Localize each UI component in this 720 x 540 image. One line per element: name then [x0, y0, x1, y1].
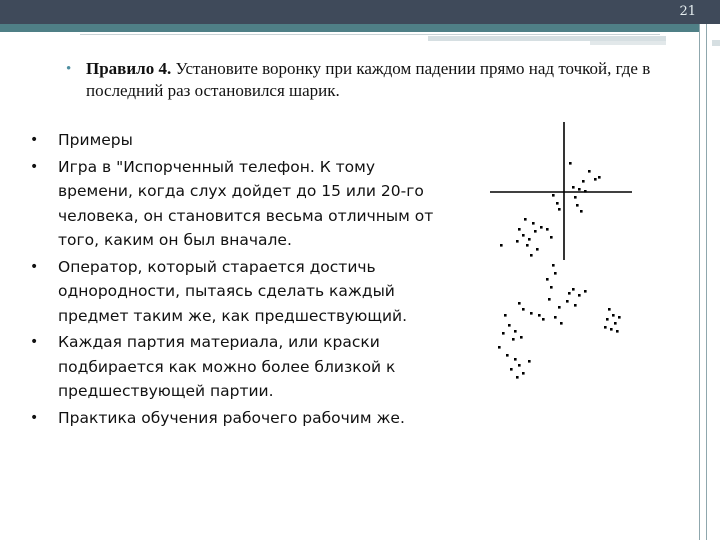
- scatter-dot: [552, 194, 555, 197]
- divider-line: [80, 34, 660, 35]
- scatter-dot: [536, 248, 539, 251]
- scatter-dot: [584, 190, 587, 193]
- bullet: •: [30, 334, 39, 350]
- scatter-dot: [516, 376, 519, 379]
- examples-list: [30, 128, 450, 432]
- scatter-dot: [518, 302, 521, 305]
- slide-number: 21: [679, 4, 696, 19]
- scatter-dot: [550, 236, 553, 239]
- scatter-dot: [552, 264, 555, 267]
- list-item-text: Примеры: [58, 131, 133, 149]
- funnel-scatter-figure: [488, 118, 638, 388]
- scatter-dot: [568, 292, 571, 295]
- list-item: [30, 406, 450, 431]
- scatter-dot: [522, 308, 525, 311]
- bullet: •: [30, 132, 39, 148]
- scatter-dot: [618, 316, 621, 319]
- scatter-dot: [520, 336, 523, 339]
- scatter-dot: [518, 228, 521, 231]
- scatter-dot: [542, 318, 545, 321]
- scatter-dot: [560, 322, 563, 325]
- accent-strip-small: [590, 41, 666, 45]
- scatter-dot: [540, 226, 543, 229]
- header-bar: [0, 0, 720, 24]
- scatter-dot: [572, 288, 575, 291]
- scatter-dot: [574, 196, 577, 199]
- scatter-dot: [516, 240, 519, 243]
- scatter-dot: [512, 338, 515, 341]
- scatter-dot: [598, 176, 601, 179]
- scatter-dot: [530, 254, 533, 257]
- scatter-dot: [616, 330, 619, 333]
- scatter-dot: [566, 300, 569, 303]
- scatter-dot: [524, 218, 527, 221]
- scatter-dot: [612, 314, 615, 317]
- scatter-dot: [588, 170, 591, 173]
- scatter-dot: [528, 238, 531, 241]
- scatter-dot: [569, 162, 572, 165]
- accent-bar: [0, 24, 700, 32]
- scatter-dot: [574, 304, 577, 307]
- scatter-dot: [538, 314, 541, 317]
- scatter-dot: [500, 244, 503, 247]
- list-item: [30, 128, 450, 153]
- list-item-text: Игра в "Испорченный телефон. К тому времени, когда слух дойдет до 15 или 20-го человека, он становится весьма отличным от того, каким он был вначале.: [58, 157, 434, 249]
- scatter-dot: [528, 360, 531, 363]
- scatter-dot: [502, 332, 505, 335]
- scatter-dot: [526, 244, 529, 247]
- scatter-dot: [522, 234, 525, 237]
- scatter-dot: [514, 358, 517, 361]
- rule-title: Правило 4.: [86, 59, 172, 78]
- scatter-dot: [584, 290, 587, 293]
- scatter-dot: [608, 308, 611, 311]
- list-item-text: Оператор, который старается достичь однородности, пытаясь сделать каждый предмет таким же, как предшествующий.: [58, 257, 408, 325]
- scatter-dot: [522, 372, 525, 375]
- scatter-dot: [546, 228, 549, 231]
- scatter-dot: [606, 318, 609, 321]
- scatter-dot: [514, 330, 517, 333]
- scatter-dot: [572, 186, 575, 189]
- scatter-dot: [554, 272, 557, 275]
- scatter-dot: [558, 208, 561, 211]
- scatter-dot: [614, 322, 617, 325]
- scatter-dot: [604, 326, 607, 329]
- rule-bullet: •: [66, 61, 72, 77]
- scatter-dot: [504, 314, 507, 317]
- scatter-dot: [546, 278, 549, 281]
- scatter-dot: [554, 316, 557, 319]
- scatter-dot: [508, 324, 511, 327]
- list-item: [30, 330, 450, 404]
- scatter-dot: [534, 230, 537, 233]
- scatter-dot: [532, 222, 535, 225]
- bullet: •: [30, 158, 39, 175]
- rule-text: Установите воронку при каждом падении прямо над точкой, где в последний раз остановился шарик.: [86, 59, 651, 100]
- scatter-dot: [518, 364, 521, 367]
- scatter-dot: [498, 346, 501, 349]
- scatter-dot: [576, 204, 579, 207]
- scatter-dot: [558, 306, 561, 309]
- right-frame-accent: [712, 40, 720, 46]
- scatter-dot: [580, 210, 583, 213]
- scatter-dot: [578, 188, 581, 191]
- scatter-dot: [556, 202, 559, 205]
- list-item-text: Практика обучения рабочего рабочим же.: [58, 408, 405, 427]
- scatter-dot: [510, 368, 513, 371]
- bullet: •: [30, 258, 39, 275]
- right-frame: [699, 24, 707, 540]
- scatter-dot: [548, 298, 551, 301]
- scatter-dot: [610, 328, 613, 331]
- bullet: •: [30, 409, 39, 426]
- scatter-dot: [582, 180, 585, 183]
- rule-heading: [66, 58, 666, 102]
- list-item-text: Каждая партия материала, или краски подбирается как можно более близкой к предшествующей партии.: [58, 333, 396, 400]
- scatter-dot: [550, 286, 553, 289]
- scatter-dot: [506, 354, 509, 357]
- list-item: [30, 155, 450, 253]
- scatter-dot: [530, 312, 533, 315]
- list-item: [30, 255, 450, 329]
- scatter-dot: [594, 178, 597, 181]
- scatter-dot: [578, 294, 581, 297]
